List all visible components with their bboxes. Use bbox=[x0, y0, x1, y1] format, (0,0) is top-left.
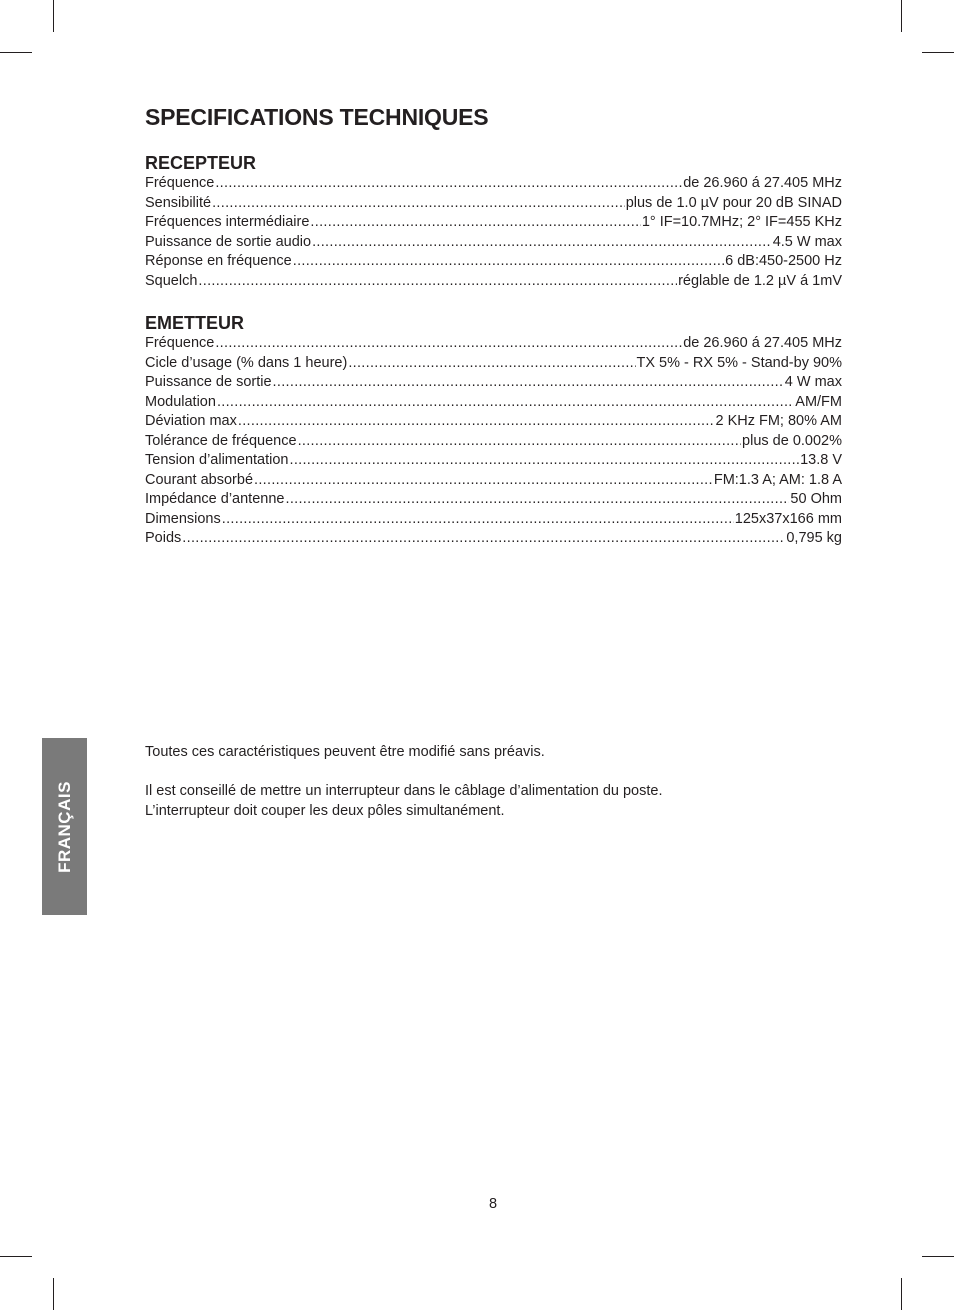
spec-label: Courant absorbé bbox=[145, 471, 254, 488]
spec-label: Tolérance de fréquence bbox=[145, 432, 297, 449]
spec-label: Puissance de sortie bbox=[145, 374, 272, 390]
spec-row bbox=[145, 471, 842, 491]
spec-value: AM/FM bbox=[795, 393, 842, 410]
spec-label: Modulation bbox=[145, 393, 216, 410]
spec-value: 50 Ohm bbox=[790, 491, 842, 507]
spec-label: Puissance de sortie audio bbox=[145, 233, 312, 250]
spec-row bbox=[145, 451, 842, 471]
spec-value: 1° IF=10.7MHz; 2° IF=455 KHz bbox=[641, 214, 842, 230]
recepteur-section bbox=[145, 152, 842, 291]
spec-row bbox=[145, 174, 842, 194]
note-line: L’interrupteur doit couper les deux pôles simultanément. bbox=[145, 802, 505, 819]
spec-value: 4.5 W max bbox=[772, 233, 842, 250]
crop-mark bbox=[0, 52, 32, 53]
dot-leader bbox=[254, 471, 713, 491]
dot-leader bbox=[215, 334, 682, 354]
dot-leader bbox=[298, 432, 741, 452]
dot-leader bbox=[238, 412, 715, 432]
spec-value: 0,795 kg bbox=[786, 530, 842, 546]
spec-row bbox=[145, 529, 842, 549]
spec-value: FM:1.3 A; AM: 1.8 A bbox=[713, 471, 842, 488]
spec-value: 2 KHz FM; 80% AM bbox=[715, 413, 842, 429]
dot-leader bbox=[222, 510, 734, 530]
dot-leader bbox=[293, 252, 724, 272]
dot-leader bbox=[198, 272, 677, 292]
spec-row bbox=[145, 252, 842, 272]
dot-leader bbox=[182, 529, 785, 549]
spec-row bbox=[145, 194, 842, 214]
dot-leader bbox=[289, 451, 799, 471]
spec-row bbox=[145, 373, 842, 393]
page-title: SPECIFICATIONS TECHNIQUES bbox=[145, 104, 489, 130]
recepteur-spec-list bbox=[145, 174, 842, 291]
spec-value: plus de 1.0 µV pour 20 dB SINAD bbox=[625, 194, 842, 211]
emetteur-heading: EMETTEUR bbox=[145, 313, 244, 333]
spec-label: Impédance d’antenne bbox=[145, 491, 285, 507]
crop-mark bbox=[922, 1256, 954, 1257]
spec-label: Tension d’alimentation bbox=[145, 452, 289, 468]
spec-value: 6 dB:450-2500 Hz bbox=[725, 253, 842, 269]
recepteur-heading: RECEPTEUR bbox=[145, 153, 257, 173]
spec-label: Poids bbox=[145, 530, 182, 546]
dot-leader bbox=[217, 393, 794, 413]
spec-row bbox=[145, 213, 842, 233]
spec-label: Fréquence bbox=[145, 335, 215, 351]
dot-leader bbox=[285, 490, 789, 510]
dot-leader bbox=[215, 174, 682, 194]
spec-value: 4 W max bbox=[784, 374, 842, 390]
spec-row bbox=[145, 490, 842, 510]
spec-label: Cicle d’usage (% dans 1 heure) bbox=[145, 354, 348, 371]
dot-leader bbox=[348, 354, 635, 374]
spec-row bbox=[145, 354, 842, 374]
spec-label: Sensibilité bbox=[145, 194, 212, 211]
dot-leader bbox=[310, 213, 640, 233]
dot-leader bbox=[273, 373, 784, 393]
spec-label: Fréquences intermédiaire bbox=[145, 214, 310, 230]
crop-mark bbox=[922, 52, 954, 53]
spec-row bbox=[145, 334, 842, 354]
spec-label: Dimensions bbox=[145, 510, 221, 527]
note-line: Il est conseillé de mettre un interrupteur dans le câblage d’alimentation du poste. bbox=[145, 783, 663, 799]
spec-row bbox=[145, 233, 842, 253]
spec-value: 125x37x166 mm bbox=[734, 510, 842, 527]
spec-value: plus de 0.002% bbox=[742, 432, 842, 449]
crop-mark bbox=[0, 1256, 32, 1257]
notes bbox=[145, 743, 845, 821]
spec-row bbox=[145, 432, 842, 452]
spec-value: TX 5% - RX 5% - Stand-by 90% bbox=[636, 354, 842, 371]
spec-row bbox=[145, 272, 842, 292]
spec-row bbox=[145, 510, 842, 530]
spec-row bbox=[145, 412, 842, 432]
page-number: 8 bbox=[488, 1196, 498, 1212]
spec-value: réglable de 1.2 µV á 1mV bbox=[678, 272, 842, 289]
language-label: FRANÇAIS bbox=[54, 780, 74, 873]
spec-row bbox=[145, 393, 842, 413]
dot-leader bbox=[312, 233, 772, 253]
spec-label: Fréquence bbox=[145, 175, 215, 191]
spec-value: 13.8 V bbox=[800, 452, 842, 468]
crop-mark bbox=[53, 1278, 54, 1310]
spec-value: de 26.960 á 27.405 MHz bbox=[683, 335, 842, 351]
emetteur-section bbox=[145, 312, 842, 549]
crop-mark bbox=[901, 0, 902, 32]
spec-value: de 26.960 á 27.405 MHz bbox=[683, 175, 842, 191]
spec-label: Réponse en fréquence bbox=[145, 253, 292, 269]
spec-label: Squelch bbox=[145, 272, 198, 289]
note-line: Toutes ces caractéristiques peuvent être modifié sans préavis. bbox=[145, 744, 545, 760]
dot-leader bbox=[212, 194, 625, 214]
crop-mark bbox=[901, 1278, 902, 1310]
language-side-tab bbox=[42, 738, 87, 915]
emetteur-spec-list bbox=[145, 334, 842, 549]
crop-mark bbox=[53, 0, 54, 32]
spec-label: Déviation max bbox=[145, 413, 237, 429]
